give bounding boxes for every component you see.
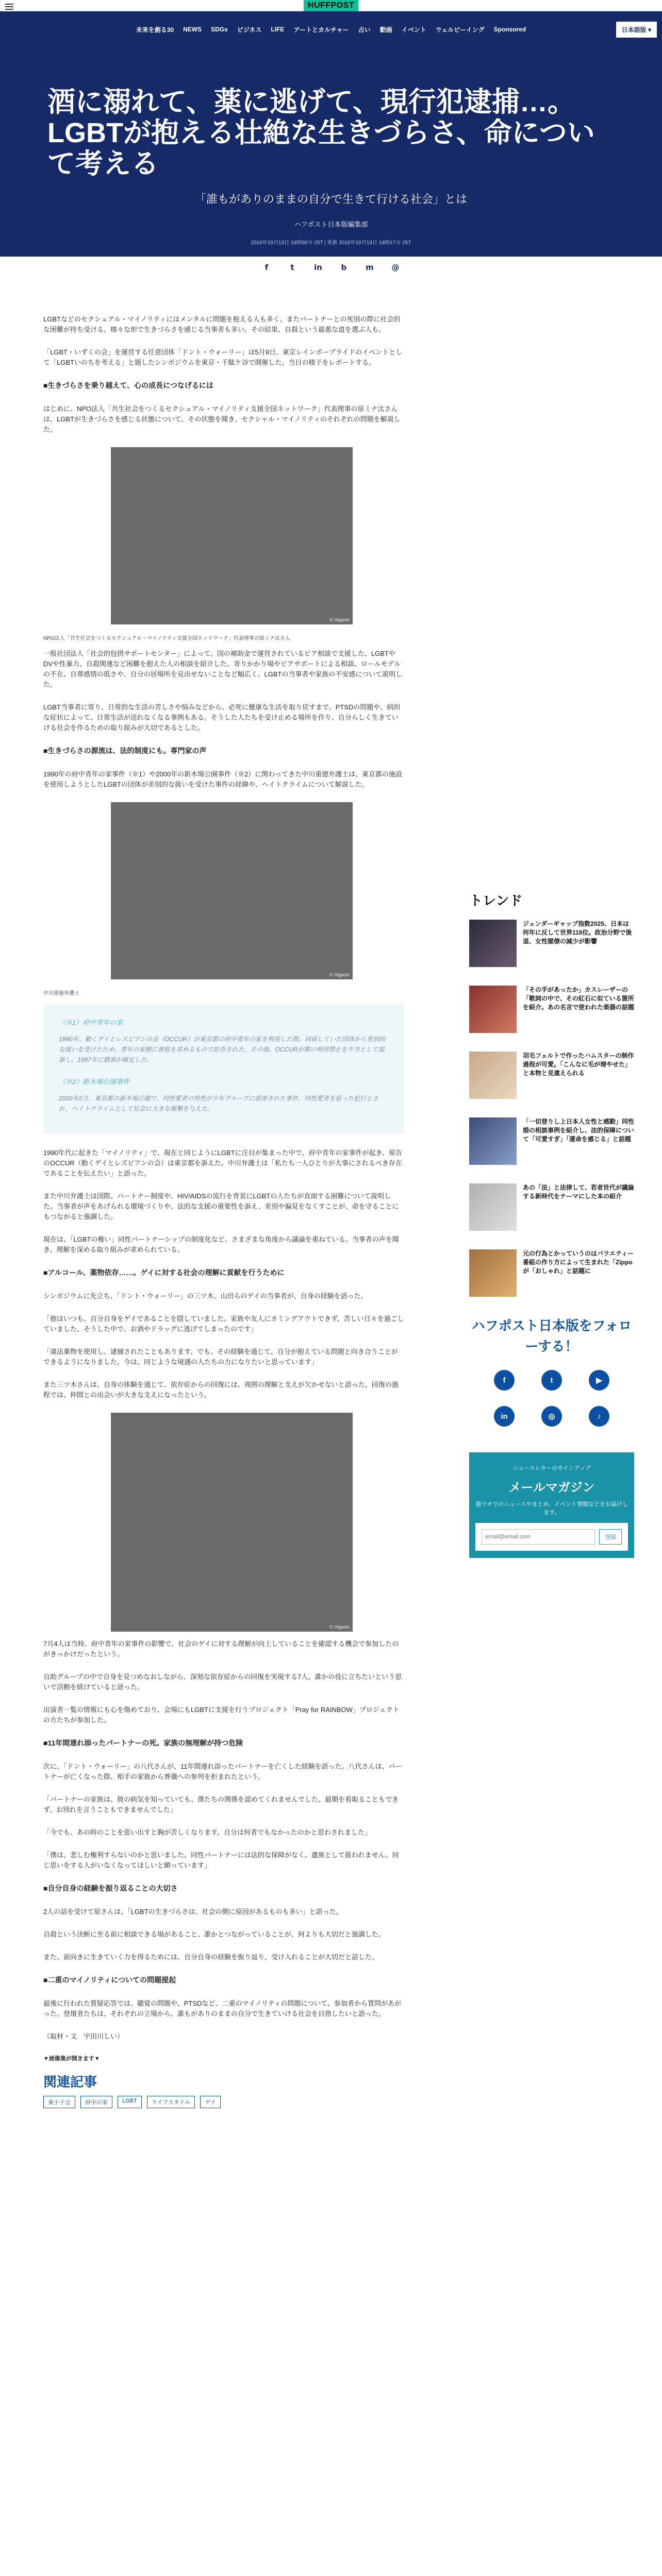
hamburger-menu-icon[interactable] <box>5 2 13 9</box>
trend-item[interactable] <box>469 1052 634 1099</box>
trend-title[interactable]: 「その手があったか」カスレーザーの「歌詞の中で、その紅石に似ている箇所を紹介。あの名言で使われた楽器の話題 <box>523 986 635 1011</box>
trend-thumbnail[interactable] <box>469 986 517 1033</box>
share-linkedin-icon[interactable]: in <box>309 258 327 277</box>
tiktok-icon[interactable]: ♪ <box>589 1406 609 1427</box>
paragraph: LGBTなどのセクシュアル・マイノリティにはメンタルに問題を抱える人も多く、またパートナーとの死別の際に社会的な困難が待ち受ける。様々な形で生きづらさを感じる当事者も多い。その結果、自殺という最悪な道を選ぶ人も。 <box>43 315 401 333</box>
trend-title[interactable]: ジェンダーギャップ指数2025、日本は何年に反して世界118位。政治分野で後退、女性閣僚の減少が影響 <box>523 920 632 945</box>
edition-selector-button[interactable]: 日本語版 ▾ <box>616 22 657 38</box>
newsletter-title: メールマガジン <box>508 1481 595 1495</box>
paragraph: 7月4人は当時、府中青年の家事件の影響で、社会のゲイに対する理解が向上していることを確認する機会で参加したのがきっかけだったという。 <box>43 1640 399 1658</box>
paragraph: 1990年代に起きた「マイノリティ」で、現在と同じようにLGBTに注目が集まった中で、府中青年の家事件が起き、原告のOCCUR（動くゲイとレズビアンの会）は東京都を訴えた。中川弁護士は「私たち一人ひとりが大事にされるべき存在であることを伝えたい」と語った。 <box>43 1149 402 1177</box>
sidebar <box>469 890 634 1558</box>
paragraph: 次に、「ドント・ウォーリー」の八代さんが、11年間連れ添ったパートナーを亡くした経験を語った。八代さんは、パートナーが亡くなった際、相手の家族から葬儀への参列を拒まれたという。 <box>43 1762 402 1781</box>
social-links <box>469 1370 634 1427</box>
article-date: 2016年10月13日 16時06分 JST | 更新 2016年10月13日 16時17分 JST <box>251 240 411 246</box>
article-credit: （取材・文 宇田川しい） <box>43 2032 124 2040</box>
newsletter-description: 週ウオでのニュースやまとめ、イベント情報などをお届けします。 <box>475 1501 628 1516</box>
section-heading: ■二重のマイノリティについての問題提起 <box>43 1976 176 1984</box>
article-author[interactable]: ハフポスト日本版編集部 <box>294 221 368 228</box>
share-messenger-icon[interactable]: m <box>360 258 379 277</box>
photo-lawyer-nakagawa[interactable]: © Higashi <box>111 802 353 979</box>
paragraph: 「LGBT・いずくの会」を運営する任意団体「ドント・ウォーリー」は5月9日、東京レインボープライドのイベントとして「LGBTいのちを考える」と題したシンポジウムを東京・千駄ケ谷で開催した。当日の様子をレポートする。 <box>43 348 403 366</box>
paragraph: また中川弁護士は国際、パートナー制度や、HIV/AIDSの流行を背景にLGBTの人たちが直面する困難について説明した。当事者が声をあげられる環境づくりや、法的な支援の重要性を訴え、差別や偏見をなくすことが、命を守ることにもつながると強調した。 <box>43 1192 399 1221</box>
tag-item[interactable]: LGBT <box>118 2096 142 2108</box>
paragraph: 1990年の府中青年の家事件（※1）や2000年の新木場公園事件（※2）に関わってきた中川重徳弁護士は、東京都の施設を使用しようとしたLGBTの団体が差別的な扱いを受けた事件の経緯や、ヘイトクライムについて解説した。 <box>43 770 403 788</box>
paragraph: LGBT当事者に寄り、日常的な生活の苦しさや悩みなどから、必死に健康な生活を取り戻すまで。PTSDの問題や、病的な症状によって、日常生活が送れなくなる事例もある。そうした人たちを受け止める場所を作り、自分らしく生きていける社会を作るための取り組みが大切であるとした。 <box>43 703 401 732</box>
paragraph: 現在は、「LGBTの権い」同性パートナーシップの制度化など、さまざまな角度から議論を重ねている。当事者の声を聞き、理解を深める取り組みが求められている。 <box>43 1235 399 1253</box>
figure-caption: NPO法人「共生社会をつくるセクシュアル・マイノリティ支援全国ネットワーク」代表理事の原ミナ汰さん <box>43 636 290 641</box>
page-layout <box>0 257 662 2108</box>
trend-title[interactable]: 元の行為とかっていうのはバラエティー番組の作り方によって生まれた「Zippoが「おしゃれ」と話題に <box>523 1250 634 1275</box>
paragraph: また三ツ木さんは、自身の体験を通じて、依存症からの回復には、周囲の理解と支えが欠かせないと語った。回復の過程では、仲間との出会いが大きな支えになったという。 <box>43 1381 399 1399</box>
figure <box>43 802 404 996</box>
tag-item[interactable]: 府中の家 <box>80 2096 112 2108</box>
article-body <box>43 257 404 2108</box>
article-headline: 酒に溺れて、薬に逃げて、現行犯逮捕…。LGBTが抱える壮絶な生きづらさ、命について考える <box>47 87 595 179</box>
nav-item-video[interactable]: 動画 <box>379 26 392 33</box>
top-bar <box>0 0 662 11</box>
related-articles-heading: 関連記事 <box>43 2074 97 2090</box>
share-twitter-icon[interactable]: t <box>283 258 302 277</box>
trend-item[interactable] <box>469 1183 634 1231</box>
paragraph: 「違法薬物を使用し、逮捕されたこともあります。でも、その経験を通じて、自分が抱えている問題と向き合うことができるようになりました。今は、同じような境遇の人たちの力になりたいと思っています」 <box>43 1348 398 1366</box>
trend-thumbnail[interactable] <box>469 1117 517 1165</box>
section-heading: ■生きづらさを乗り越えて、心の成長につなげるには <box>43 381 213 389</box>
paragraph: また、前向きに生きていく力を得るためには、自分自身の経験を振り返り、受け入れることが大切だと話した。 <box>43 1953 379 1961</box>
trend-title[interactable]: 「一切登りし上日本人女性と感動」同性婚の相談事例を紹介し、法的保障について「可愛すぎ」「運命を感じる」と話題 <box>523 1118 635 1143</box>
trend-thumbnail[interactable] <box>469 1249 517 1297</box>
paragraph: 2人の話を受けて原さんは、「LGBTの生きづらさは、社会の側に原因があるものも多い」と語った。 <box>43 1908 343 1916</box>
trend-item[interactable] <box>469 920 634 967</box>
gallery-link[interactable]: ▼画像集が開きます▼ <box>43 2056 100 2062</box>
trend-thumbnail[interactable] <box>469 920 517 967</box>
paragraph: 「他はいつも、自分自身をゲイであることを隠していました。家族や友人にカミングアウトできず、苦しい日々を過ごしていました。そうした中で、お酒やドラッグに逃げてしまったのです」 <box>43 1315 404 1333</box>
nav-item-news[interactable]: NEWS <box>183 26 202 33</box>
nav-item-sponsored[interactable]: Sponsored <box>493 26 526 33</box>
section-heading: ■自分自身の経験を振り返ることの大切さ <box>43 1884 178 1892</box>
tag-item[interactable]: ゲイ <box>200 2096 220 2108</box>
facebook-icon[interactable]: f <box>494 1370 515 1391</box>
trend-heading: トレンド <box>469 893 523 908</box>
paragraph: 自殺という決断に至る前に相談できる場があること、誰かとつながっていることが、何よりも大切だと強調した。 <box>43 1930 385 1938</box>
quote-text: 1990年、動くゲイとレズビアンの会（OCCUR）が東京都の府中青年の家を利用した際、同宿していた団体から差別的な扱いを受けたため、青年の家側に善処を求めるもので拒否された。その後、OCCURが都の利用禁止を不当として提訴し、1997年に勝訴が確定した。 <box>59 1036 386 1063</box>
newsletter-email-input[interactable] <box>482 1529 595 1545</box>
nav-item-art[interactable]: アートとカルチャー <box>293 26 349 33</box>
share-facebook-icon[interactable]: f <box>257 258 276 277</box>
trend-title[interactable]: あの「法」と法律して、若者世代が議論する新時代をテーマにした本の紹介 <box>523 1184 634 1200</box>
hero-header <box>0 11 662 272</box>
nav-item-life[interactable]: LIFE <box>271 26 285 33</box>
paragraph: 一般社団法人「社会的包摂サポートセンター」によって、国の補助金で運営されているピア相談で支援した、LGBTやDVや性暴力、自殺関連など困難を抱えた人の相談を紹介した。寄りかかり場やピアサポートによる相談、ロールモデルの不在、自尊感情の低さや、自分の居場所を見出せないことなど幅広く、LGBTの当事者や家族の不安感について説明した。 <box>43 650 403 688</box>
nav-item-fortune[interactable]: 占い <box>358 26 371 33</box>
figure <box>43 1413 404 1632</box>
trend-title[interactable]: 羽毛フェルトで作ったハムスターの制作過程が可愛。「こんなに毛が増やせた」と本物と見違えられる <box>523 1052 634 1077</box>
linkedin-icon[interactable]: in <box>494 1406 515 1427</box>
section-heading: ■11年間連れ添ったパートナーの死。家族の無理解が持つ危険 <box>43 1739 243 1747</box>
main-nav <box>0 11 662 47</box>
nav-item-event[interactable]: イベント <box>401 26 426 33</box>
nav-item-business[interactable]: ビジネス <box>237 26 262 33</box>
share-email-icon[interactable]: @ <box>386 258 405 277</box>
section-heading: ■アルコール、薬物依存……。ゲイに対する社会の理解に貢献を行うために <box>43 1268 285 1277</box>
paragraph: 最後に行われた質疑応答では、聴覚の問題や、PTSDなど、二重のマイノリティの問題について、参加者から質問があがった。登壇者たちは、それぞれの立場から、誰もがありのままの自分で生きていける社会を目指したいと語った。 <box>43 1999 402 2018</box>
newsletter-box <box>469 1452 634 1558</box>
tag-list <box>43 2096 404 2108</box>
paragraph: シンポジウムに先立ち、「ドント・ウォーリー」の三ツ木、山田らのゲイの当事者が、自身の経験を語った。 <box>43 1292 368 1300</box>
photo-symposium-audience[interactable]: © Higashi <box>111 1413 353 1632</box>
paragraph: はじめに、NPO法人「共生社会をつくるセクシュアル・マイノリティ支援全国ネットワーク」代表理事の原ミナ汰さんは、LGBTが生きづらさを感じる状態について、その状態を聞き、セクシャル・マイノリティのそれぞれの問題を解説した。 <box>43 405 401 433</box>
paragraph: 「パートナーの家族は、彼の病気を知っていても、僕たちの関係を認めてくれませんでした。最期を看取ることもできず、お別れを言うこともできませんでした」 <box>43 1795 399 1814</box>
quote-text: 2000年2月、東京都の新木場公園で、同性愛者の男性が少年グループに殺害された事件。同性愛者を狙った犯行とされ、ヘイトクライムとして社会に大きな衝撃を与えた。 <box>59 1095 379 1112</box>
figure-caption: 中川重徳弁護士 <box>43 991 79 996</box>
trend-item[interactable] <box>469 1249 634 1297</box>
tag-item[interactable]: ライフスタイル <box>147 2096 195 2108</box>
paragraph: 自助グループの中で自身を見つめなおしながら、深刻な依存症からの回復を実現する7人。誰かの役に立ちたいという思いで活動を続けていると語った。 <box>43 1673 402 1691</box>
paragraph: 「僕は、悲しむ権利すらないのかと思いました。同性パートナーには法的な保障がなく、遺族として扱われません。同じ思いをする人がいなくなってほしいと願っています」 <box>43 1851 399 1869</box>
youtube-icon[interactable]: ▶ <box>589 1370 609 1391</box>
quote-heading: （※1）府中青年の家 <box>59 1019 123 1026</box>
newsletter-label: ニュースレターのサインアップ <box>512 1465 591 1471</box>
paragraph: 出演者一覧の情報にも心を傷めており、会場にもLGBTに支援を行うプロジェクト「Pray for RAINBOW」プロジェクトの方たちが参加した。 <box>43 1706 400 1724</box>
nav-item-future30[interactable]: 未来を創る30 <box>136 26 174 33</box>
paragraph: 「今でも、あの時のことを思い出すと胸が苦しくなります。自分は何者でもなかったのかと思わされました」 <box>43 1828 371 1836</box>
twitter-icon[interactable]: t <box>541 1370 562 1391</box>
newsletter-submit-button[interactable]: 登録 <box>599 1529 622 1545</box>
photo-speaker-hara[interactable]: © Higashi <box>111 447 353 624</box>
quote-heading: （※2）新木場公園事件 <box>59 1078 130 1086</box>
trend-item[interactable] <box>469 986 634 1033</box>
nav-item-sdgs[interactable]: SDGs <box>211 26 228 33</box>
huffpost-logo[interactable]: HUFFPOST <box>304 0 358 11</box>
trend-thumbnail[interactable] <box>469 1052 517 1099</box>
follow-heading: ハフポスト日本版をフォローする！ <box>471 1318 632 1354</box>
section-heading: ■生きづらさの源流は、法的制度にも。専門家の声 <box>43 747 207 755</box>
footnote-quote-box <box>43 1004 404 1133</box>
tag-item[interactable]: 東小子会 <box>43 2096 75 2108</box>
trend-item[interactable] <box>469 1117 634 1165</box>
figure <box>43 447 404 641</box>
trend-thumbnail[interactable] <box>469 1183 517 1231</box>
newsletter-form <box>475 1523 628 1551</box>
nav-item-wellbeing[interactable]: ウェルビーイング <box>435 26 485 33</box>
article-subtitle: 「誰もがありのままの自分で生きて行ける社会」とは <box>194 193 467 206</box>
instagram-icon[interactable]: ◎ <box>541 1406 562 1427</box>
share-hatena-icon[interactable]: b <box>335 258 353 277</box>
